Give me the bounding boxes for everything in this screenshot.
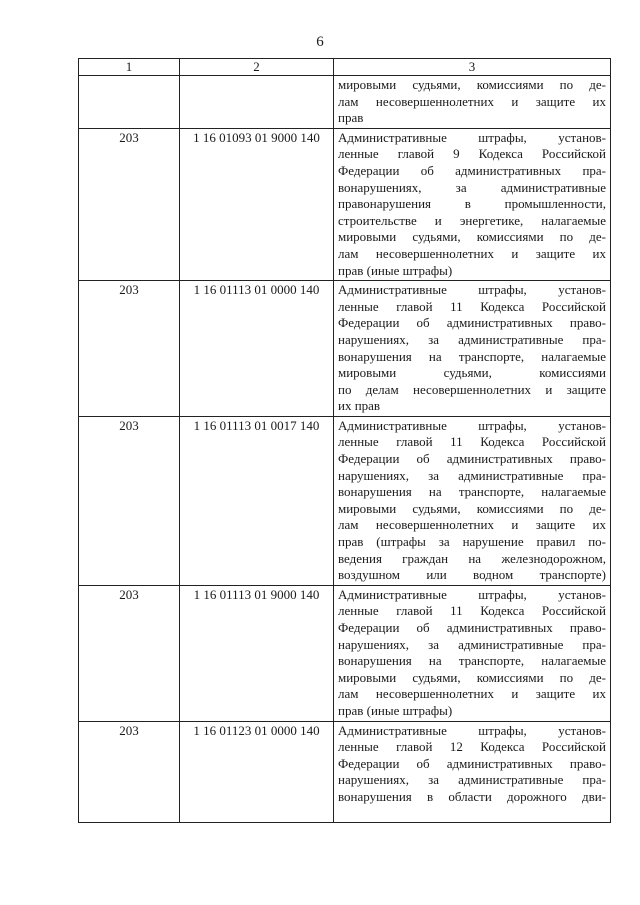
description-line: Федерации об административных пра- bbox=[338, 162, 606, 178]
budget-classification-code-cell: 1 16 01123 01 0000 140 bbox=[180, 721, 334, 822]
description-line: прав (иные штрафы) bbox=[338, 702, 453, 718]
admin-code-cell bbox=[79, 76, 180, 129]
admin-code-cell: 203 bbox=[79, 416, 180, 585]
column-header-1: 1 bbox=[79, 59, 180, 76]
table-row bbox=[79, 416, 611, 585]
table-header bbox=[79, 59, 611, 76]
table-row bbox=[79, 721, 611, 822]
column-header-3: 3 bbox=[334, 59, 611, 76]
column-header-2: 2 bbox=[180, 59, 334, 76]
description-line: Федерации об административных право- bbox=[338, 451, 606, 467]
description-line: ленные главой 11 Кодекса Российской bbox=[338, 298, 606, 314]
description-line: Административные штрафы, установ- bbox=[338, 417, 606, 433]
description-line: лам несовершеннолетних и защите их bbox=[338, 517, 606, 533]
description-line: Административные штрафы, установ- bbox=[338, 722, 606, 738]
description-line: мировыми судьями, комиссиями bbox=[338, 365, 606, 381]
budget-classification-code-cell bbox=[180, 76, 334, 129]
table-row bbox=[79, 585, 611, 721]
description-line: мировыми судьями, комиссиями по де- bbox=[338, 669, 606, 685]
admin-code-cell: 203 bbox=[79, 721, 180, 822]
description-line: воздушном или водном транспорте) bbox=[338, 567, 606, 583]
description-line: Федерации об административных право- bbox=[338, 315, 606, 331]
description-line: нарушениях, за административные пра- bbox=[338, 636, 606, 652]
table-row bbox=[79, 76, 611, 129]
description-line: прав (штрафы за нарушение правил по- bbox=[338, 534, 606, 550]
description-line: ленные главой 11 Кодекса Российской bbox=[338, 603, 606, 619]
description-line: мировыми судьями, комиссиями по де- bbox=[338, 77, 606, 92]
income-description-cell bbox=[334, 416, 611, 585]
description-line: лам несовершеннолетних и защите их bbox=[338, 245, 606, 261]
description-line: ленные главой 9 Кодекса Российской bbox=[338, 146, 606, 162]
admin-code-cell: 203 bbox=[79, 128, 180, 280]
description-line: вонарушения на транспорте, налагаемые bbox=[338, 484, 606, 500]
budget-classification-code-cell: 1 16 01093 01 9000 140 bbox=[180, 128, 334, 280]
description-line: нарушениях, за административные пра- bbox=[338, 772, 606, 788]
description-line: ведения граждан на железнодорожном, bbox=[338, 550, 606, 566]
budget-codes-table bbox=[78, 58, 611, 823]
description-line: правонарушения в промышленности, bbox=[338, 196, 606, 212]
description-line: Административные штрафы, установ- bbox=[338, 282, 606, 298]
description-line: по делам несовершеннолетних и защите bbox=[338, 381, 606, 397]
income-description-cell bbox=[334, 721, 611, 822]
income-description-cell bbox=[334, 76, 611, 129]
description-line: нарушениях, за административные пра- bbox=[338, 331, 606, 347]
table-row bbox=[79, 128, 611, 280]
description-line: нарушениях, за административные пра- bbox=[338, 467, 606, 483]
income-description-cell bbox=[334, 281, 611, 417]
description-line: Административные штрафы, установ- bbox=[338, 586, 606, 602]
description-line: их прав bbox=[338, 398, 381, 414]
description-line: лам несовершеннолетних и защите их bbox=[338, 93, 606, 109]
page-number: 6 bbox=[316, 34, 324, 50]
description-line: вонарушения на транспорте, налагаемые bbox=[338, 653, 606, 669]
budget-classification-code-cell: 1 16 01113 01 0000 140 bbox=[180, 281, 334, 417]
description-line: лам несовершеннолетних и защите их bbox=[338, 686, 606, 702]
budget-classification-code-cell: 1 16 01113 01 0017 140 bbox=[180, 416, 334, 585]
description-line: вонарушениях, за административные bbox=[338, 179, 606, 195]
description-line: мировыми судьями, комиссиями по де- bbox=[338, 229, 606, 245]
table-row bbox=[79, 281, 611, 417]
budget-classification-code-cell: 1 16 01113 01 9000 140 bbox=[180, 585, 334, 721]
description-line: Административные штрафы, установ- bbox=[338, 129, 606, 145]
admin-code-cell: 203 bbox=[79, 281, 180, 417]
description-line: ленные главой 11 Кодекса Российской bbox=[338, 434, 606, 450]
table-body bbox=[79, 76, 611, 823]
description-line: Федерации об административных право- bbox=[338, 620, 606, 635]
description-line: прав (иные штрафы) bbox=[338, 262, 453, 278]
description-line: строительстве и энергетике, налагаемые bbox=[338, 212, 606, 228]
income-description-cell bbox=[334, 128, 611, 280]
income-description-cell bbox=[334, 585, 611, 721]
description-line: мировыми судьями, комиссиями по де- bbox=[338, 500, 606, 516]
description-line: вонарушения в области дорожного дви- bbox=[338, 788, 606, 804]
description-line: вонарушения на транспорте, налагаемые bbox=[338, 348, 606, 364]
description-line: Федерации об административных право- bbox=[338, 755, 606, 771]
description-line: ленные главой 12 Кодекса Российской bbox=[338, 739, 606, 755]
admin-code-cell: 203 bbox=[79, 585, 180, 721]
description-line: прав bbox=[338, 110, 364, 126]
